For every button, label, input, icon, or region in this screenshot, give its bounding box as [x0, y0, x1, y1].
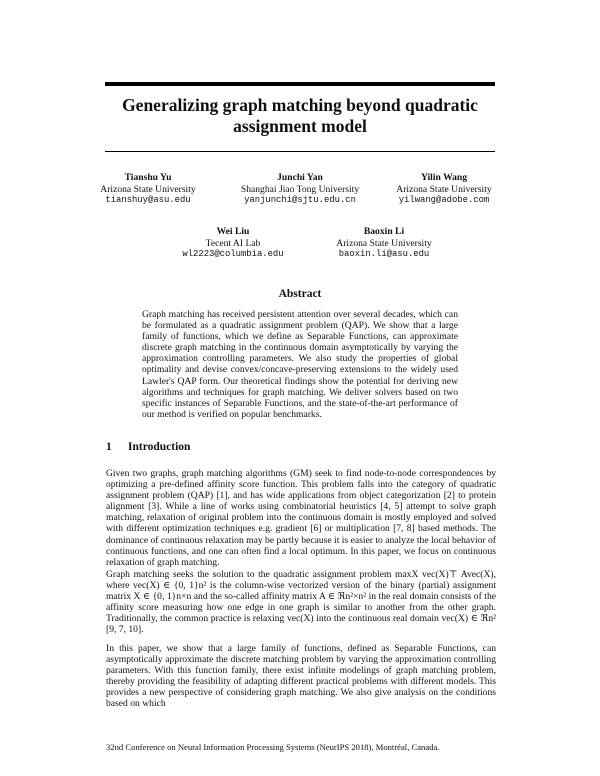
author-name: Junchi Yan [277, 172, 323, 183]
section-number: 1 [106, 441, 112, 453]
title-line-2: assignment model [233, 116, 367, 136]
author-email: baoxin.li@asu.edu [338, 249, 430, 259]
author-affiliation: Arizona State University [100, 183, 196, 195]
conference-footer: 32nd Conference on Neural Information Processing Systems (NeurIPS 2018), Montréal, Canada. [106, 742, 440, 752]
title-top-rule [105, 82, 495, 86]
author-email: tianshuy@asu.edu [105, 195, 191, 205]
author-affiliation: Tecent AI Lab [205, 237, 261, 249]
section-heading-introduction [106, 441, 190, 453]
author-name: Baoxin Li [363, 226, 405, 237]
author-block-3 [359, 172, 529, 207]
title-line-1: Generalizing graph matching beyond quadratic [122, 95, 478, 115]
intro-paragraph-2: Graph matching seeks the solution to the quadratic assignment problem maxX vec(X)⊤ Avec(X), where vec(X) ∈ {0, 1}n² is the column-wise vectorized version of the binary (partial) assignment matrix X ∈ {0, 1}n×n and the so-called affinity matrix A ∈ ℜn²×n² in the real domain consists of the affinity score measuring how one edge in one graph is similar to another from the other graph. Traditionally, the common practice is relaxing vec(X) into the continuous real domain vec(X) ∈ ℜn² [9, 7, 10]. [106, 569, 496, 636]
author-block-1 [63, 172, 233, 207]
intro-paragraph-1: Given two graphs, graph matching algorithms (GM) seek to find node-to-node correspondences by optimizing a pre-defined affinity score function. This problem falls into the category of quadratic assignment problem (QAP) [1], and has wide applications from object categorization [2] to protein alignment [3]. While a line of works using combinatorial heuristics [4, 5] attempt to solve graph matching, relaxation of original problem into the continuous domain is mostly employed and solved with different optimization techniques e.g. gradient [6] or multiplication [7, 8] based methods. The dominance of continuous relaxation may be partly because it is easier to analyze the local behavior of continuous functions, and one can often find a local optimum. In this paper, we focus on continuous relaxation of graph matching. [106, 468, 496, 568]
author-affiliation: Arizona State University [396, 183, 492, 195]
section-title: Introduction [128, 441, 191, 453]
intro-paragraph-3: In this paper, we show that a large family of functions, defined as Separable Functions, can asymptotically approximate the discrete matching problem by varying the approximation controlling parameters. With this function family, there exist infinite modelings of graph matching problem, thereby providing the feasibility of adapting different practical problems with different models. This provides a new perspective of considering graph matching. We also give analysis on the conditions based on which [106, 643, 496, 710]
author-name: Yilin Wang [420, 172, 468, 183]
title-bottom-rule [105, 151, 495, 152]
author-email: yanjunchi@sjtu.edu.cn [244, 195, 356, 205]
author-email: yilwang@adobe.com [398, 195, 490, 205]
author-name: Tianshu Yu [124, 172, 172, 183]
paper-title [105, 95, 495, 137]
author-affiliation: Arizona State University [336, 237, 432, 249]
author-block-5 [299, 226, 469, 261]
author-name: Wei Liu [216, 226, 250, 237]
abstract-body: Graph matching has received persistent attention over several decades, which can be formulated as a quadratic assignment problem (QAP). We show that a large family of functions, which we define as Separable Functions, can approximate discrete graph matching in the continuous domain asymptotically by varying the approximation controlling parameters. We also study the properties of global optimality and devise convex/concave-preserving extensions to the widely used Lawler's QAP form. Our theoretical findings show the potential for deriving new algorithms and techniques for graph matching. We deliver solvers based on two specific instances of Separable Functions, and the state-of-the-art performance of our method is verified on popular benchmarks. [142, 309, 458, 420]
abstract-heading: Abstract [278, 288, 322, 300]
author-email: wl2223@columbia.edu [182, 249, 284, 259]
author-block-4 [148, 226, 318, 261]
author-affiliation: Shanghai Jiao Tong University [240, 183, 360, 195]
